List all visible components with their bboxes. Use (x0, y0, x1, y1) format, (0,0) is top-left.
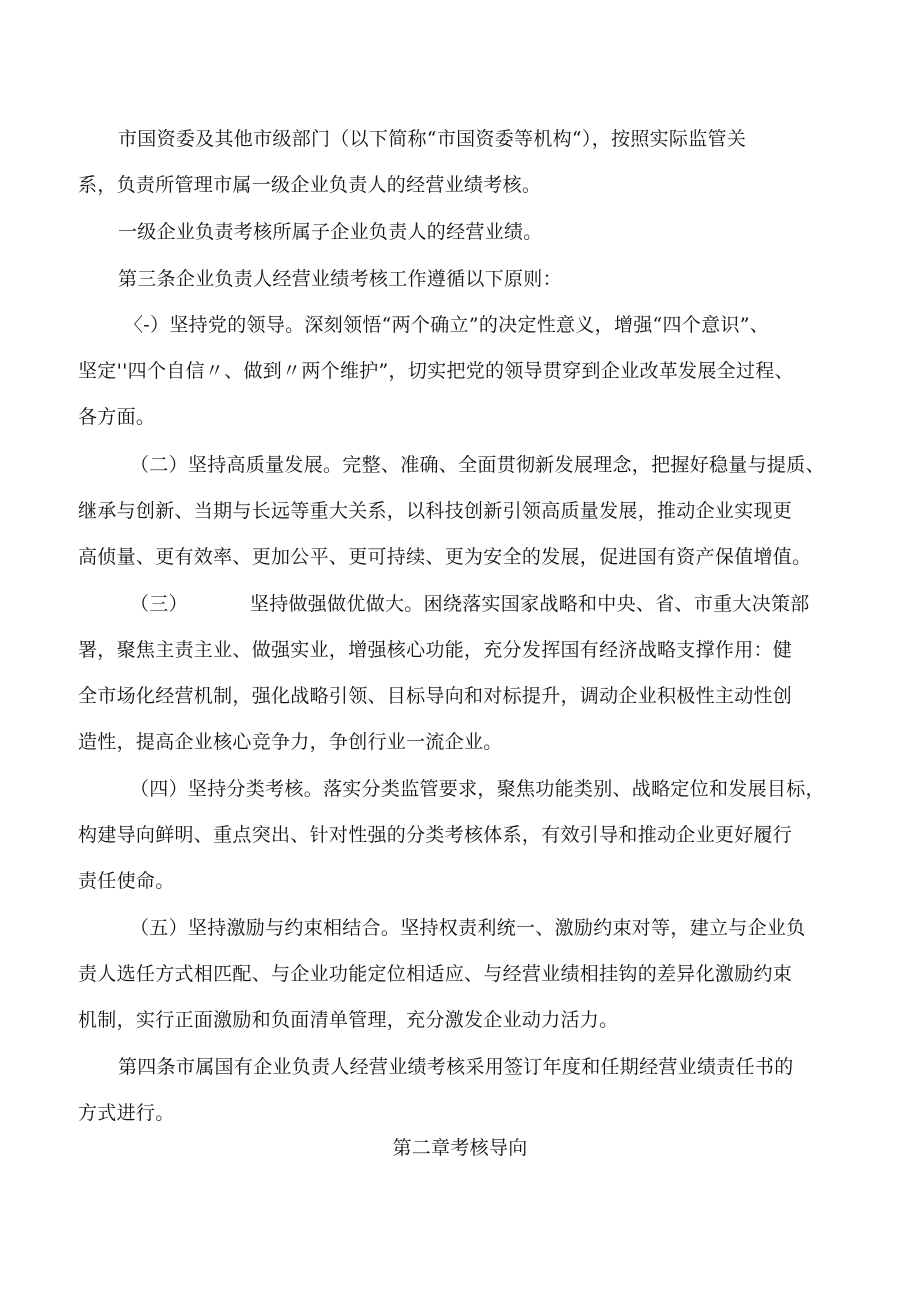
text-line: （五）坚持激励与约束相结合。坚持权责利统一、激励约束对等，建立与企业负 (130, 917, 806, 939)
text-line: 署，聚焦主责主业、做强实业，增强核心功能，充分发挥国有经济战略支撑作用：健 (78, 639, 793, 661)
principle-number: （三） (130, 593, 188, 615)
text-line: 责人选任方式相匹配、与企业功能定位相适应、与经营业绩相挂钩的差异化激励约束 (78, 963, 793, 985)
text-line: 市国资委及其他市级部门（以下简称“市国资委等机构“），按照实际监管关 (118, 128, 747, 150)
text-line: 坚定''四个自信〃、做到〃两个维护”，切实把党的领导贯穿到企业改革发展全过程、 (78, 360, 794, 382)
text-line: 全市场化经营机制，强化战略引领、目标导向和对标提升，调动企业积极性主动性创 (78, 685, 793, 707)
principle-text: 坚持做强做优做大。困绕落实国家战略和中央、省、市重大决策部 (249, 593, 810, 615)
paragraph-principle-1 (78, 302, 838, 440)
chapter-heading: 第二章考核导向 (392, 1137, 528, 1159)
text-line: （四）坚持分类考核。落实分类监管要求，聚焦功能类别、战略定位和发展目标， (130, 778, 825, 800)
paragraph-subsidiary (78, 209, 838, 255)
paragraph-principle-3 (78, 581, 838, 765)
text-line (78, 581, 838, 627)
paragraph-principle-5 (78, 905, 838, 1043)
text-line: 第四条市属国有企业负责人经营业绩考核采用签订年度和任期经营业绩责任书的 (118, 1056, 794, 1078)
text-line: 高侦量、更有效率、更加公平、更可持续、更为安全的发展，促进国有资产保值增值。 (78, 546, 812, 568)
text-line: 机制，实行正面激励和负面清单管理，充分激发企业动力活力。 (78, 1009, 619, 1031)
text-line: 第三条企业负责人经营业绩考核工作遵循以下原则： (118, 268, 562, 290)
text-line: 责任使命。 (78, 870, 175, 892)
text-line: 各方面。 (78, 406, 156, 428)
paragraph-article-4 (78, 1044, 838, 1136)
text-line: 构建导向鲜明、重点突出、针对性强的分类考核体系，有效引导和推动企业更好履行 (78, 824, 793, 846)
text-line: 造性，提高企业核心竞争力，争创行业一流企业。 (78, 731, 503, 753)
paragraph-article-3 (78, 256, 838, 302)
text-line: 〈-）坚持党的领导。深刻领悟“两个确立”的决定性意义，增强“四个意识”、 (124, 314, 770, 336)
paragraph-principle-2 (78, 442, 838, 580)
text-line: 系，负责所管理市属一级企业负责人的经营业绩考核。 (78, 174, 542, 196)
paragraph-supervision (78, 116, 838, 208)
text-line: 一级企业负责考核所属子企业负责人的经营业绩。 (118, 221, 543, 243)
paragraph-principle-4 (78, 766, 838, 904)
text-line: 继承与创新、当期与长远等重大关系，以科技创新引领高质量发展，推动企业实现更 (78, 500, 793, 522)
text-line: （二）坚持高质量发展。完整、准确、全面贯彻新发展理念，把握好稳量与提质、 (130, 454, 825, 476)
text-line: 方式进行。 (78, 1102, 175, 1124)
